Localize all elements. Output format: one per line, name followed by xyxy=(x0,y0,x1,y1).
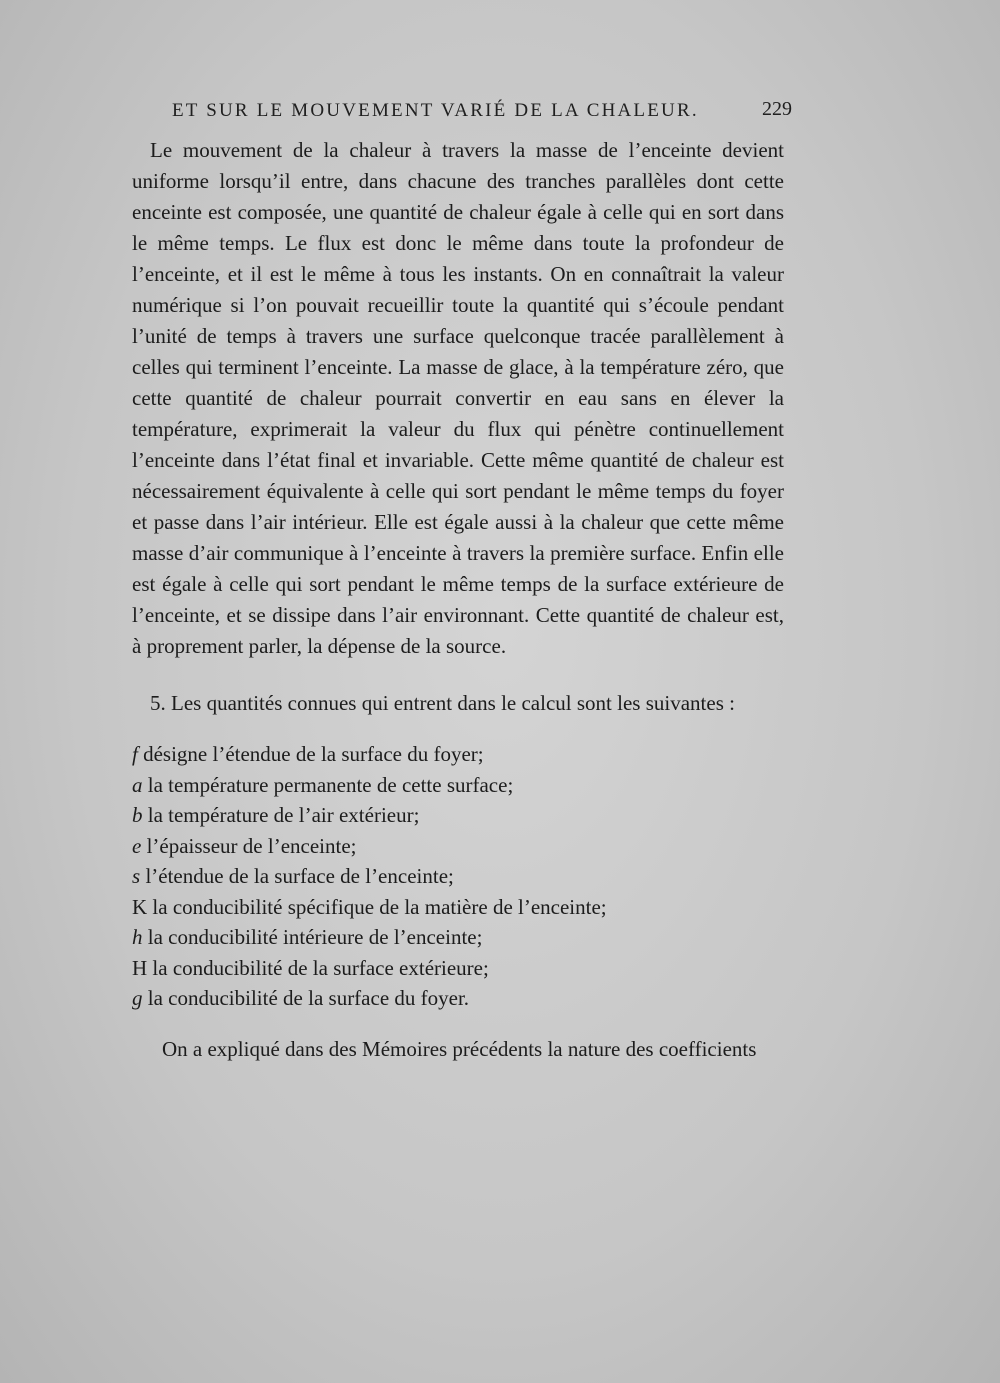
definition-item xyxy=(132,983,784,1014)
definition-text: la conducibilité de la surface du foyer. xyxy=(142,986,470,1010)
definition-list xyxy=(132,739,784,1014)
page-body xyxy=(132,135,784,1065)
definition-symbol: f xyxy=(132,742,138,766)
paragraph-heat-flow: Le mouvement de la chaleur à travers la masse de l’enceinte devient uniforme lorsqu’il entre, dans chacune des tranches parallèles dont cette enceinte est composée, une quantité de chaleur égale à celle qui en sort dans le même temps. Le flux est donc le même dans toute la profondeur de l’enceinte, et il est le même à tous les instants. On en connaîtrait la valeur numérique si l’on pouvait recueillir toute la quantité qui s’écoule pendant l’unité de temps à travers une surface quelconque tracée parallèlement à celles qui terminent l’enceinte. La masse de glace, à la température zéro, que cette quantité de chaleur pourrait convertir en eau sans en élever la température, exprimerait la valeur du flux qui pénètre continuellement l’enceinte dans l’état final et invariable. Cette même quantité de chaleur est nécessairement équivalente à celle qui sort pendant le même temps du foyer et passe dans l’air intérieur. Elle est égale aussi à la chaleur que cette même masse d’air communique à l’enceinte à travers la première surface. Enfin elle est égale à celle qui sort pendant le même temps de la surface extérieure de l’enceinte, et se dissipe dans l’air environnant. Cette quantité de chaleur est, à proprement parler, la dépense de la source. xyxy=(132,138,784,658)
definition-item xyxy=(132,770,784,801)
definition-text: la conducibilité de la surface extérieure; xyxy=(147,955,489,980)
definition-text: la conducibilité intérieure de l’enceinte; xyxy=(142,925,483,949)
definition-item xyxy=(132,831,784,862)
definition-item xyxy=(132,739,784,770)
definition-symbol: h xyxy=(132,925,143,949)
definition-item xyxy=(132,861,784,892)
definition-symbol: K xyxy=(132,894,148,919)
definition-text: l’épaisseur de l’enceinte; xyxy=(141,833,357,858)
paragraph-known-quantities: 5. Les quantités connues qui entrent dans le calcul sont les suivantes : xyxy=(150,691,735,715)
definition-text: la température permanente de cette surface; xyxy=(142,772,514,797)
definition-item xyxy=(132,922,784,953)
page-number: 229 xyxy=(762,98,792,120)
definition-text: désigne l’étendue de la surface du foyer; xyxy=(137,742,484,766)
definition-symbol: g xyxy=(132,986,143,1010)
definition-text: la température de l’air extérieur; xyxy=(142,803,420,827)
definition-item xyxy=(132,892,784,923)
running-title: ET SUR LE MOUVEMENT VARIÉ DE LA CHALEUR. xyxy=(172,100,699,121)
definition-item xyxy=(132,953,784,984)
definition-text: l’étendue de la surface de l’enceinte; xyxy=(140,864,454,888)
definition-symbol: s xyxy=(132,864,141,888)
definition-symbol: H xyxy=(132,955,148,980)
definition-symbol: b xyxy=(132,803,143,827)
definition-text: la conducibilité spécifique de la matière de l’enceinte; xyxy=(147,894,607,919)
paragraph-coefficients: On a expliqué dans des Mémoires précédents la nature des coefficients xyxy=(162,1036,757,1061)
definition-symbol: e xyxy=(132,833,142,858)
definition-item xyxy=(132,800,784,831)
definition-symbol: a xyxy=(132,772,143,797)
